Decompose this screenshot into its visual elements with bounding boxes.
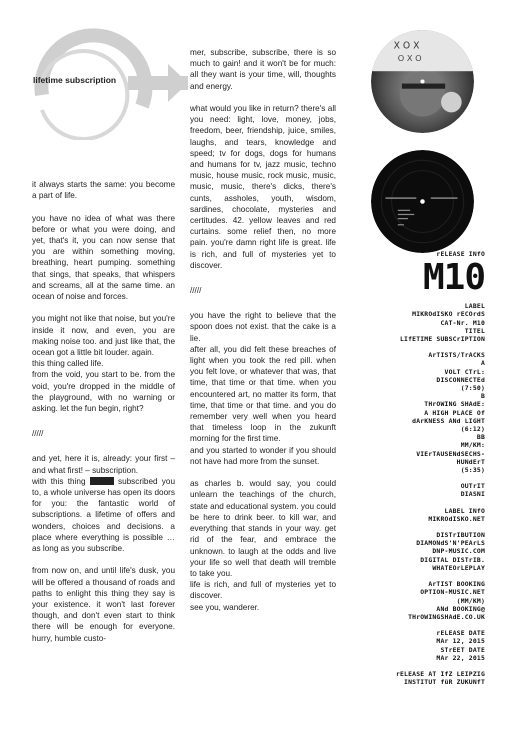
redaction-bar (90, 477, 114, 485)
paragraph-text: after all, you did felt these breaches of light when you took the red pill. when you felt love, or whatever that was, that time, that time or that time. when you encountered art, no matter its form, that time, that time or that time. and you do remember very well when you heard that timeless loop in the zukunft morning for the first time. (190, 344, 336, 444)
label-info-value: MIKROdISKO.NET (428, 514, 485, 523)
svg-text:O X O: O X O (397, 52, 422, 63)
paragraph-text: this thing called life. (32, 359, 104, 369)
catalog-number: M10 (422, 257, 485, 299)
distribution-value: DNP-MUSIC.COM (432, 547, 485, 556)
paragraph (190, 310, 336, 467)
paragraph-text: from the void, you start to be. from the void, you're dropped in the middle of the playground, with no warning or asking. let the fun begin, right? (32, 370, 175, 414)
label-info-heading: LABEL INfO (444, 506, 485, 515)
paragraph-text: life is rich, and full of mysteries yet to discover. (190, 580, 336, 601)
side-a-track: DISCONNECTEd (436, 375, 485, 384)
side-b-time: (6:12) (460, 425, 485, 434)
paragraph (32, 453, 175, 554)
street-date-value: MAr 22, 2015 (436, 653, 485, 662)
label-heading: LABEL (464, 302, 485, 311)
catalog-value: CAT-Nr. M10 (440, 318, 485, 327)
side-bb-track: HUNdErT (456, 457, 485, 466)
section-separator: ///// (32, 429, 44, 439)
vinyl-record-image (371, 150, 474, 253)
release-date-heading: rELEASE DATE (436, 629, 485, 638)
title-heading: TITEL (464, 326, 485, 335)
distribution-heading: DISTrIBUTION (436, 531, 485, 540)
release-venue: INSTITUT füR ZUKUNfT (404, 678, 485, 687)
section-separator: ///// (190, 286, 202, 296)
subscription-heading: lifetime subscription (33, 75, 117, 85)
paragraph (32, 313, 175, 414)
side-a-artist: VOLT CTrL: (444, 367, 485, 376)
side-bb-track: VIErTAUSENdSECHS- (416, 449, 485, 458)
paragraph-text: subscribed you to, a whole universe has open its doors for you: the fantastic world of subscriptions. a lifetime of offers and wonders, choices and decisions. a place where everything is possible … as long as you subscribe. (32, 476, 176, 554)
side-bb-heading: BB (476, 433, 485, 442)
text-column-2 (190, 47, 336, 624)
side-b-heading: B (480, 392, 485, 401)
label-value: MIKROdISKO rECOrdS (412, 310, 485, 319)
street-date-heading: STrEET DATE (440, 645, 485, 654)
vinyl-label-artwork-image (371, 30, 474, 133)
artists-heading: ArTISTS/TrACKS (428, 351, 485, 360)
paragraph: mer, subscribe, subscribe, there is so much to gain! and it won't be for much: all they want is your time, will, thoughts and energy. (190, 48, 336, 91)
booking-value: ANd BOOKING@ (436, 604, 485, 613)
title-value: LIfETIME SUBSCrIPTION (400, 335, 485, 344)
release-info-heading: rELEASE INfO (436, 250, 485, 258)
release-venue: rELEASE AT IfZ LEIPZIG (395, 669, 485, 678)
paragraph-text: and you started to wonder if you should not have had more from the sunset. (190, 445, 336, 466)
paragraph-text: and yet, here it is, already: your first – and what first! – subscription. (32, 454, 175, 475)
distribution-value: DIGITAL DISTrIB. (420, 555, 485, 564)
distribution-value: WHATEOrLEPLAY (432, 563, 485, 572)
paragraph-text: as charles b. would say, you could unlearn the teachings of the church, state and educational system. you could be here to drink beer. to kill war, and everything that stands in your way. get rid of the fear, and embrace the unknown. to laugh at the odds and live your life so well that death will tremble to take you. (190, 479, 336, 578)
paragraph-text: you might not like that noise, but you're inside it now, and even, you are making noise too. and just like that, the ocean got a little bit louder. again. (32, 314, 175, 358)
side-bb-artist: MM/KM: (460, 441, 485, 450)
paragraph-text: with this thing (32, 476, 86, 486)
paragraph: from now on, and until life's dusk, you will be offered a thousand of roads and paths to enlight this thing they say is your existence. it won't last forever though, and don't even start to think there will be enough for everyone. hurry, humble custo- (32, 566, 175, 643)
paragraph: it always starts the same: you become a part of life. (32, 180, 175, 201)
side-a-heading: A (480, 359, 485, 368)
artwork-value: DIASNI (460, 490, 485, 499)
booking-value: THrOWINGSHAdE.CO.UK (408, 612, 485, 621)
side-b-track: A HIGH PLACE Of (424, 408, 485, 417)
release-info-column (355, 250, 485, 686)
booking-value: OPTION-MUSIC.NET (420, 588, 485, 597)
paragraph: what would you like in return? there's all you need: light, love, money, jobs, freedom, beer, friendship, juice, smiles, laughs, and tears, knowledge and speed; tv for dogs, dogs for humans and humans for tv, jazz music, techno music, house music, rock music, music, music, music, there's dicks, there's cunts, assholes, youth, wisdom, sardines, chocolate, mysteries and certitudes. 42. yellow leaves and red curtains. some relief then, no more pain. you're damn right life is great. life is rich, and full of mysteries yet to discover. (190, 104, 336, 270)
distribution-value: DIAMONdS'N'PEArLS (416, 539, 485, 548)
paragraph: you have no idea of what was there before or what you were doing, and yet, that's it, you can now sense that you are within something moving, breathing, heart pumping. something that sings, that speaks, that whispers and screams, all at the same time. an ocean of noise and forces. (32, 213, 175, 302)
side-b-artist: THrOWING SHAdE: (424, 400, 485, 409)
paragraph (190, 478, 336, 612)
paragraph-text: see you, wanderer. (190, 602, 260, 612)
side-a-time: (7:50) (460, 384, 485, 393)
booking-value: (MM/KM) (456, 596, 485, 605)
svg-text:X O X: X O X (393, 40, 420, 52)
text-column-1 (32, 179, 175, 655)
artwork-heading: OUTrIT (460, 482, 485, 491)
release-date-value: MAr 12, 2015 (436, 637, 485, 646)
paragraph-text: you have the right to believe that the spoon does not exist. that the cake is a lie. (190, 311, 336, 343)
side-bb-time: (5:35) (460, 466, 485, 475)
side-b-track: dArKNESS ANd LIGHT (412, 416, 485, 425)
booking-heading: ArTIST BOOKING (428, 580, 485, 589)
